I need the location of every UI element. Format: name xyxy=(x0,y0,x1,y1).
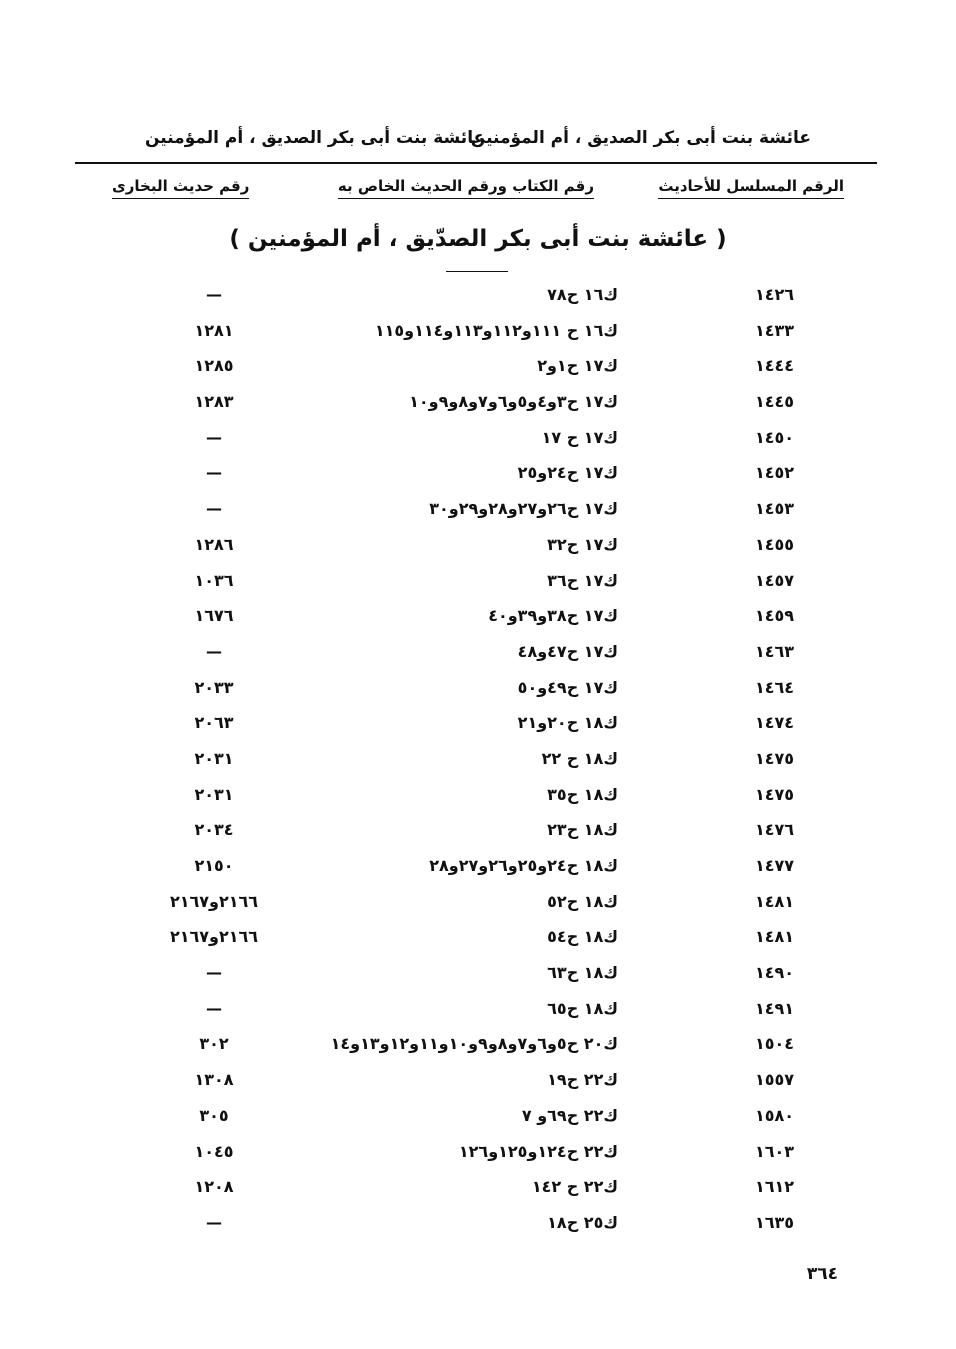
serial-cell: ١٤٦٣ xyxy=(754,641,794,661)
book-hadith-cell: ك١٨ ح٢٣ xyxy=(547,820,618,840)
book-hadith-cell: ك١٧ ح٣٨و٣٩و٤٠ xyxy=(488,606,618,626)
book-hadith-cell: ك٢٥ ح١٨ xyxy=(547,1212,618,1232)
table-row xyxy=(0,671,956,707)
table-row xyxy=(0,1099,956,1135)
table-row xyxy=(0,920,956,956)
serial-cell: ١٤٧٦ xyxy=(754,820,794,840)
book-hadith-cell: ك١٨ ح٢٠و٢١ xyxy=(517,713,618,733)
table-row xyxy=(0,349,956,385)
column-header-book-hadith: رقم الكتاب ورقم الحديث الخاص به xyxy=(338,177,594,199)
table-row xyxy=(0,778,956,814)
book-hadith-cell: ك١٧ ح٣٢ xyxy=(547,534,618,554)
serial-cell: ١٤٤٤ xyxy=(754,356,794,376)
table-row xyxy=(0,1206,956,1242)
table-row xyxy=(0,1063,956,1099)
serial-cell: ١٦٠٣ xyxy=(754,1141,794,1161)
serial-cell: ١٤٥٠ xyxy=(754,427,794,447)
page-number: ٣٦٤ xyxy=(806,1264,838,1284)
bukhari-cell: ٣٠٢ xyxy=(199,1034,229,1054)
bukhari-cell: ١٣٠٨ xyxy=(194,1070,234,1090)
bukhari-cell: — xyxy=(206,963,222,983)
serial-cell: ١٤٩٠ xyxy=(754,963,794,983)
book-hadith-cell: ك١٨ ح ٢٢ xyxy=(541,748,618,768)
table-row xyxy=(0,528,956,564)
table-row xyxy=(0,813,956,849)
bukhari-cell: ١٢٨٣ xyxy=(194,392,234,412)
serial-cell: ١٤٧٥ xyxy=(754,784,794,804)
serial-cell: ١٤٤٥ xyxy=(754,392,794,412)
book-hadith-cell: ك١٦ ح ١١١و١١٢و١١٣و١١٤و١١٥ xyxy=(374,320,618,340)
column-header-serial: الرقم المسلسل للأحاديث xyxy=(658,177,844,199)
book-hadith-cell: ك١٧ ح٤٧و٤٨ xyxy=(517,641,618,661)
serial-cell: ١٤٥٢ xyxy=(754,463,794,483)
table-row xyxy=(0,421,956,457)
table-row xyxy=(0,385,956,421)
table-row xyxy=(0,992,956,1028)
serial-cell: ١٤٦٤ xyxy=(754,677,794,697)
serial-cell: ١٤٣٣ xyxy=(754,320,794,340)
table-row xyxy=(0,706,956,742)
bukhari-cell: ٢٠٣١ xyxy=(194,784,234,804)
book-hadith-cell: ك١٧ ح٤٩و٥٠ xyxy=(517,677,618,697)
bukhari-cell: ١٢٨١ xyxy=(194,320,234,340)
book-hadith-cell: ك١٨ ح٥٤ xyxy=(547,927,618,947)
book-hadith-cell: ك١٧ ح٣و٤و٥و٦و٧و٨و٩و١٠ xyxy=(409,392,618,412)
book-hadith-cell: ك٢٠ ح٥و٦و٧و٨و٩و١٠و١١و١٢و١٣و١٤ xyxy=(330,1034,618,1054)
book-hadith-cell: ك١٨ ح٦٥ xyxy=(547,998,618,1018)
table-row xyxy=(0,1135,956,1171)
serial-cell: ١٤٨١ xyxy=(754,891,794,911)
bukhari-cell: ٢١٥٠ xyxy=(194,856,234,875)
bukhari-cell: ٢٠٦٣ xyxy=(194,713,234,733)
book-hadith-cell: ك١٨ ح٥٢ xyxy=(547,891,618,911)
serial-cell: ١٥٨٠ xyxy=(754,1105,794,1125)
serial-cell: ١٤٢٦ xyxy=(754,285,794,304)
bukhari-cell: — xyxy=(206,427,222,447)
table-row xyxy=(0,956,956,992)
bukhari-cell: ١٦٧٦ xyxy=(194,606,234,626)
bukhari-cell: — xyxy=(206,998,222,1018)
column-header-bukhari: رقم حديث البخارى xyxy=(112,177,249,199)
table-row xyxy=(0,314,956,350)
section-title: ( عائشة بنت أبى بكر الصدّيق ، أم المؤمنين ) xyxy=(229,226,727,252)
bukhari-cell: ٢٠٣٣ xyxy=(194,677,234,697)
serial-cell: ١٥٥٧ xyxy=(754,1070,794,1090)
bukhari-cell: — xyxy=(206,285,222,304)
table-row xyxy=(0,599,956,635)
table-row xyxy=(0,742,956,778)
section-title-rule xyxy=(446,271,508,272)
table-row xyxy=(0,456,956,492)
bukhari-cell: — xyxy=(206,641,222,661)
book-hadith-cell: ك١٧ ح٣٦ xyxy=(547,570,618,590)
book-hadith-cell: ك١٦ ح٧٨ xyxy=(547,285,618,304)
table-row xyxy=(0,849,956,885)
table-row xyxy=(0,564,956,600)
book-hadith-cell: ك١٧ ح١و٢ xyxy=(537,356,618,376)
book-hadith-cell: ك١٧ ح ١٧ xyxy=(541,427,618,447)
serial-cell: ١٤٥٣ xyxy=(754,499,794,519)
running-title-right: عائشة بنت أبى بكر الصديق ، أم المؤمنين xyxy=(470,128,811,148)
serial-cell: ١٤٥٧ xyxy=(754,570,794,590)
bukhari-cell: ١٢٨٥ xyxy=(194,356,234,376)
book-hadith-cell: ك١٧ ح٢٤و٢٥ xyxy=(517,463,618,483)
bukhari-cell: — xyxy=(206,499,222,519)
table-row xyxy=(0,635,956,671)
book-hadith-cell: ك٢٢ ح ١٤٢ xyxy=(531,1177,618,1197)
bukhari-cell: ٢١٦٦و٢١٦٧ xyxy=(169,927,259,947)
header-rule xyxy=(75,162,877,164)
book-hadith-cell: ك٢٢ ح١٩ xyxy=(547,1070,618,1090)
book-hadith-cell: ك٢٢ ح٦٩و ٧ xyxy=(521,1105,618,1125)
bukhari-cell: ٣٠٥ xyxy=(199,1105,229,1125)
bukhari-cell: ١٢٠٨ xyxy=(194,1177,234,1197)
serial-cell: ١٤٥٥ xyxy=(754,534,794,554)
serial-cell: ١٤٧٧ xyxy=(754,856,794,875)
table-row xyxy=(0,885,956,921)
serial-cell: ١٤٩١ xyxy=(754,998,794,1018)
bukhari-cell: — xyxy=(206,1212,222,1232)
serial-cell: ١٤٧٤ xyxy=(754,713,794,733)
bukhari-cell: ١٢٨٦ xyxy=(194,534,234,554)
serial-cell: ١٥٠٤ xyxy=(754,1034,794,1054)
bukhari-cell: ٢١٦٦و٢١٦٧ xyxy=(169,891,259,911)
bukhari-cell: ٢٠٣١ xyxy=(194,748,234,768)
serial-cell: ١٦١٢ xyxy=(754,1177,794,1197)
running-title-left: عائشة بنت أبى بكر الصديق ، أم المؤمنين xyxy=(145,128,486,148)
serial-cell: ١٤٧٥ xyxy=(754,748,794,768)
book-hadith-cell: ك١٨ ح٦٣ xyxy=(547,963,618,983)
table-row xyxy=(0,492,956,528)
serial-cell: ١٤٨١ xyxy=(754,927,794,947)
serial-cell: ١٦٣٥ xyxy=(754,1212,794,1232)
table-row xyxy=(0,1170,956,1206)
table-row xyxy=(0,278,956,314)
table-row xyxy=(0,1027,956,1063)
serial-cell: ١٤٥٩ xyxy=(754,606,794,626)
book-hadith-cell: ك١٨ ح٣٥ xyxy=(547,784,618,804)
hadith-table xyxy=(0,278,956,1242)
book-hadith-cell: ك٢٢ ح١٢٤و١٢٥و١٢٦ xyxy=(458,1141,618,1161)
bukhari-cell: ١٠٣٦ xyxy=(194,570,234,590)
bukhari-cell: — xyxy=(206,463,222,483)
book-hadith-cell: ك١٨ ح٢٤و٢٥و٢٦و٢٧و٢٨ xyxy=(429,856,618,875)
bukhari-cell: ١٠٤٥ xyxy=(194,1141,234,1161)
bukhari-cell: ٢٠٣٤ xyxy=(194,820,234,840)
book-hadith-cell: ك١٧ ح٢٦و٢٧و٢٨و٢٩و٣٠ xyxy=(429,499,618,519)
